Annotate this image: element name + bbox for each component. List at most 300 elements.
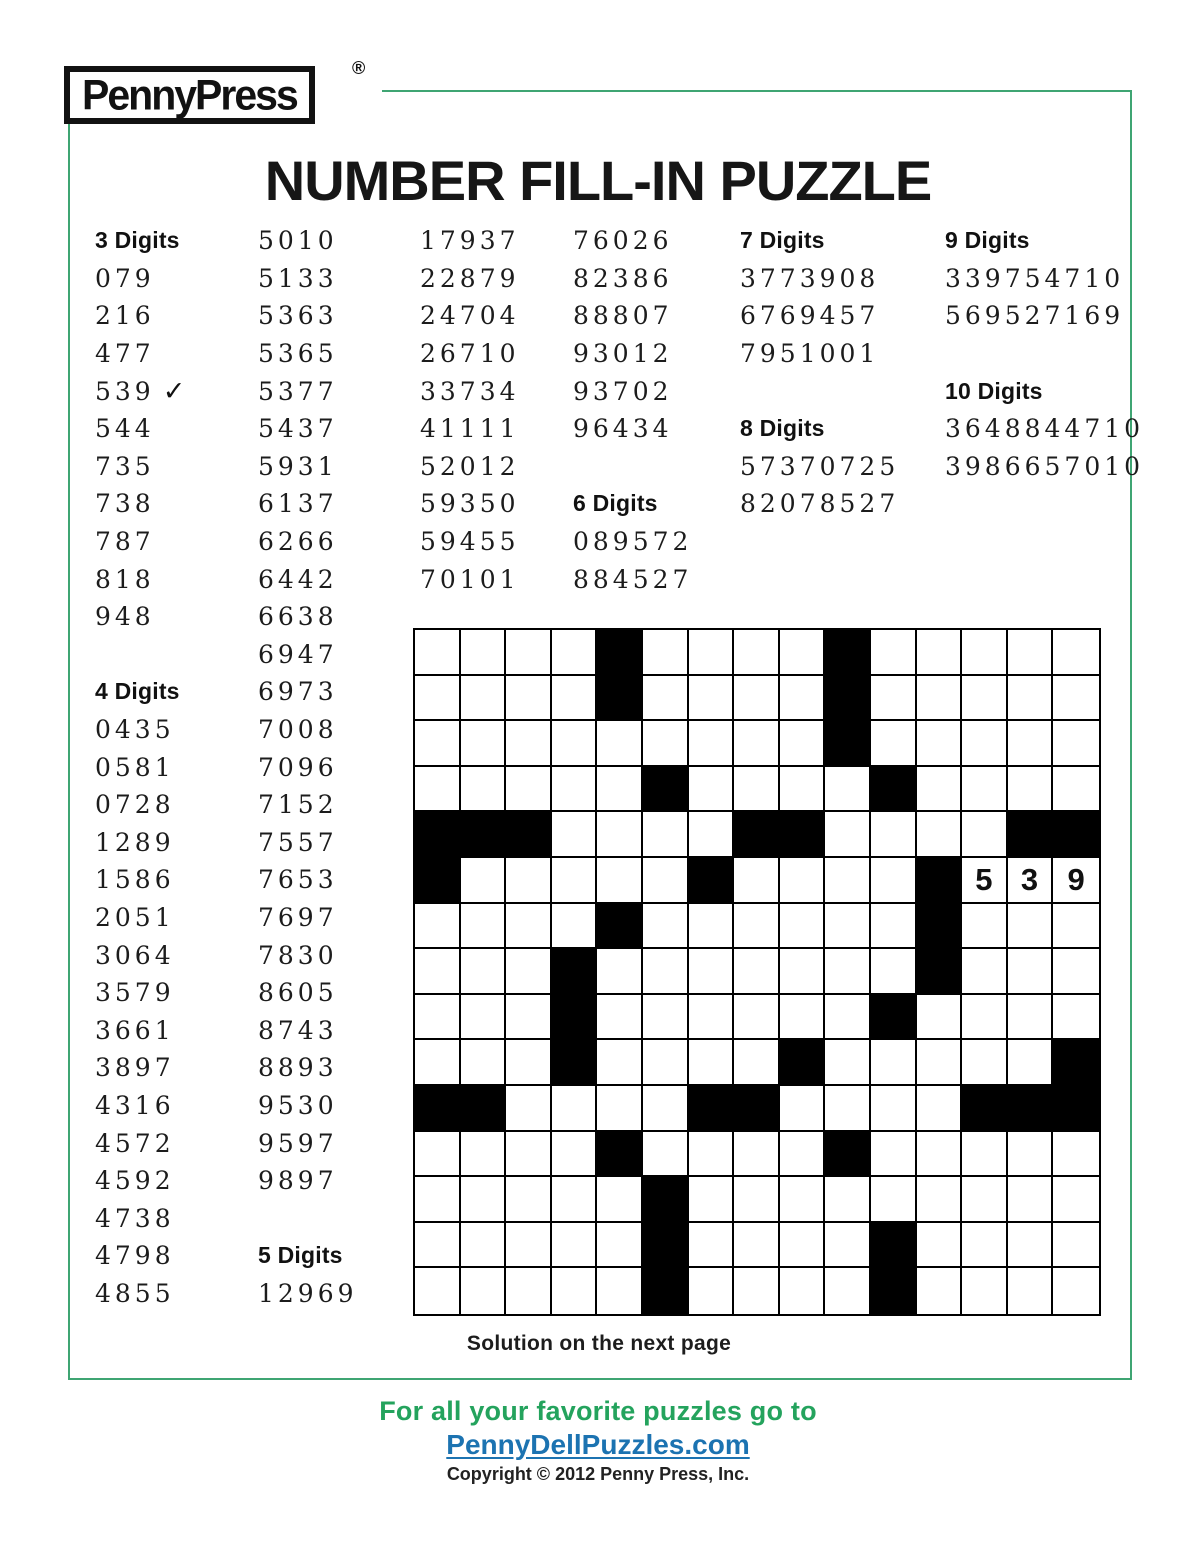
word-list-number: 82078527 — [740, 489, 900, 519]
grid-cell — [506, 721, 552, 767]
word-list-number: 4592 — [95, 1166, 175, 1196]
grid-cell — [1008, 1040, 1054, 1086]
grid-cell-black — [871, 1223, 917, 1269]
grid-cell — [597, 1040, 643, 1086]
grid-cell — [871, 812, 917, 858]
grid-cell — [825, 995, 871, 1041]
grid-cell — [597, 1223, 643, 1269]
grid-cell — [1008, 995, 1054, 1041]
grid-cell — [962, 1132, 1008, 1178]
word-list-number: 24704 — [420, 301, 520, 331]
grid-cell-black — [552, 995, 598, 1041]
word-list-number: 76026 — [573, 226, 673, 256]
grid-cell — [825, 1040, 871, 1086]
word-list-header: 5 Digits — [258, 1242, 343, 1269]
grid-cell — [780, 949, 826, 995]
word-list-number: 17937 — [420, 226, 520, 256]
word-list-number: 4855 — [95, 1278, 175, 1308]
word-list-header: 6 Digits — [573, 490, 658, 517]
word-list-spacer — [95, 636, 185, 674]
word-list-number: 0435 — [95, 715, 175, 745]
solution-note: Solution on the next page — [466, 1332, 732, 1355]
grid-cell — [1008, 676, 1054, 722]
grid-cell — [780, 630, 826, 676]
grid-cell-black — [643, 767, 689, 813]
word-list-number: 96434 — [573, 414, 673, 444]
grid-cell — [415, 630, 461, 676]
grid-cell — [825, 1268, 871, 1314]
grid-cell — [1053, 995, 1099, 1041]
grid-cell — [506, 904, 552, 950]
grid-cell-black — [825, 721, 871, 767]
grid-cell — [643, 812, 689, 858]
grid-cell — [871, 1177, 917, 1223]
grid-cell — [962, 1040, 1008, 1086]
grid-cell — [780, 721, 826, 767]
grid-cell: 5 — [962, 858, 1008, 904]
word-list-number: 818 — [95, 564, 155, 594]
grid-cell-black — [643, 1223, 689, 1269]
grid-cell — [643, 949, 689, 995]
word-list-number: 52012 — [420, 451, 520, 481]
word-list-column — [740, 222, 899, 523]
grid-cell — [689, 1268, 735, 1314]
grid-cell — [552, 1268, 598, 1314]
grid-cell — [962, 1177, 1008, 1223]
grid-cell — [1008, 721, 1054, 767]
grid-cell: 3 — [1008, 858, 1054, 904]
grid-cell — [689, 676, 735, 722]
grid-cell-black — [506, 812, 552, 858]
grid-cell — [1053, 721, 1099, 767]
grid-cell — [734, 767, 780, 813]
grid-cell-black — [597, 1132, 643, 1178]
word-list-number: 9597 — [258, 1128, 338, 1158]
word-list-number: 5133 — [258, 263, 338, 293]
word-list-number: 735 — [95, 451, 155, 481]
grid-cell — [415, 1177, 461, 1223]
grid-cell — [552, 1086, 598, 1132]
grid-cell — [780, 904, 826, 950]
word-list-number: 4316 — [95, 1090, 175, 1120]
grid-cell — [871, 858, 917, 904]
grid-cell-black — [962, 1086, 1008, 1132]
word-list-column — [95, 222, 185, 1312]
word-list-number: 948 — [95, 602, 155, 632]
word-list-header: 8 Digits — [740, 415, 825, 442]
grid-cell-black — [1053, 1040, 1099, 1086]
grid-cell — [917, 1268, 963, 1314]
grid-cell — [643, 1040, 689, 1086]
word-list-number: 6137 — [258, 489, 338, 519]
word-list-number: 3064 — [95, 940, 175, 970]
grid-cell — [643, 721, 689, 767]
grid-cell — [734, 1040, 780, 1086]
grid-cell — [734, 721, 780, 767]
grid-cell — [1053, 630, 1099, 676]
grid-cell — [597, 1086, 643, 1132]
grid-cell — [506, 1223, 552, 1269]
word-list-number: 738 — [95, 489, 155, 519]
grid-cell — [825, 858, 871, 904]
grid-cell — [689, 1132, 735, 1178]
grid-cell — [780, 995, 826, 1041]
grid-cell — [689, 904, 735, 950]
grid-cell — [1008, 630, 1054, 676]
word-list-number: 079 — [95, 263, 155, 293]
grid-cell — [461, 904, 507, 950]
grid-cell — [461, 949, 507, 995]
grid-cell — [825, 1086, 871, 1132]
grid-cell — [597, 1268, 643, 1314]
grid-cell — [825, 949, 871, 995]
grid-cell — [552, 767, 598, 813]
grid-cell-black — [734, 1086, 780, 1132]
grid-cell — [1053, 904, 1099, 950]
word-list-number: 5365 — [258, 339, 338, 369]
grid-cell — [689, 630, 735, 676]
footer-tagline: For all your favorite puzzles go to — [379, 1396, 817, 1426]
grid-cell — [962, 904, 1008, 950]
word-list-spacer — [945, 335, 1144, 373]
grid-cell — [1053, 949, 1099, 995]
word-list-number: 5931 — [258, 451, 338, 481]
logo-brand-text: PennyPress — [82, 70, 297, 119]
grid-cell — [734, 1177, 780, 1223]
grid-cell — [552, 1223, 598, 1269]
word-list-number: 4798 — [95, 1241, 175, 1271]
grid-cell — [415, 1132, 461, 1178]
grid-cell — [825, 1177, 871, 1223]
word-list-number: 5363 — [258, 301, 338, 331]
word-list-number: 5010 — [258, 226, 338, 256]
grid-cell — [461, 1223, 507, 1269]
page-title: NUMBER FILL-IN PUZZLE — [264, 149, 932, 212]
grid-cell — [734, 1132, 780, 1178]
grid-cell — [917, 812, 963, 858]
grid-cell — [734, 1223, 780, 1269]
word-list-number: 7951001 — [740, 339, 880, 369]
word-list-number: 6769457 — [740, 301, 880, 331]
grid-cell-black — [597, 630, 643, 676]
grid-cell — [917, 1132, 963, 1178]
grid-cell-black — [1008, 1086, 1054, 1132]
grid-cell — [643, 676, 689, 722]
grid-cell — [643, 904, 689, 950]
grid-cell-black — [1008, 812, 1054, 858]
word-list-number: 3897 — [95, 1053, 175, 1083]
word-list-number: 884527 — [573, 564, 693, 594]
grid-cell — [1053, 1268, 1099, 1314]
grid-cell: 9 — [1053, 858, 1099, 904]
word-list-number: 1289 — [95, 827, 175, 857]
word-list-column — [258, 222, 358, 1312]
grid-cell — [643, 858, 689, 904]
word-list-number: 787 — [95, 527, 155, 557]
word-list-number: 6442 — [258, 564, 338, 594]
grid-cell-black — [780, 812, 826, 858]
word-list-number: 9897 — [258, 1166, 338, 1196]
word-list-number: 7008 — [258, 715, 338, 745]
grid-cell-black — [597, 904, 643, 950]
grid-cell — [689, 949, 735, 995]
word-list-number: 41111 — [420, 414, 520, 444]
grid-cell — [461, 767, 507, 813]
grid-cell — [734, 630, 780, 676]
word-list-number: 4738 — [95, 1203, 175, 1233]
grid-cell — [415, 949, 461, 995]
grid-cell — [461, 1268, 507, 1314]
grid-cell — [597, 767, 643, 813]
grid-cell — [734, 1268, 780, 1314]
grid-cell — [461, 858, 507, 904]
word-list-number: 26710 — [420, 339, 520, 369]
grid-cell — [917, 1040, 963, 1086]
grid-cell-black — [415, 812, 461, 858]
grid-cell — [506, 630, 552, 676]
grid-cell — [1008, 1177, 1054, 1223]
grid-cell — [917, 995, 963, 1041]
grid-cell — [689, 995, 735, 1041]
grid-cell-black — [780, 1040, 826, 1086]
word-list-header: 3 Digits — [95, 227, 180, 254]
grid-cell-black — [689, 1086, 735, 1132]
logo-box — [64, 66, 315, 124]
grid-cell — [689, 721, 735, 767]
word-list-number: 7830 — [258, 940, 338, 970]
grid-cell — [734, 995, 780, 1041]
word-list-number: 88807 — [573, 301, 673, 331]
word-list-number: 089572 — [573, 527, 693, 557]
word-list-number: 59455 — [420, 527, 520, 557]
word-list-header: 9 Digits — [945, 227, 1030, 254]
pennydellpuzzles-link[interactable]: PennyDellPuzzles.com — [446, 1429, 750, 1460]
grid-cell — [1053, 767, 1099, 813]
grid-cell-black — [643, 1177, 689, 1223]
word-list-number: 70101 — [420, 564, 520, 594]
grid-cell — [415, 721, 461, 767]
grid-cell — [780, 858, 826, 904]
word-list-number: 7653 — [258, 865, 338, 895]
grid-cell-black — [461, 1086, 507, 1132]
grid-cell-black — [917, 949, 963, 995]
grid-cell — [917, 1177, 963, 1223]
grid-cell — [552, 858, 598, 904]
grid-cell — [597, 949, 643, 995]
word-list-number: 6947 — [258, 639, 338, 669]
grid-cell — [506, 949, 552, 995]
word-list-number: 6973 — [258, 677, 338, 707]
grid-cell — [962, 767, 1008, 813]
grid-cell — [461, 995, 507, 1041]
word-list-number: 8743 — [258, 1015, 338, 1045]
grid-cell — [780, 1223, 826, 1269]
grid-cell — [917, 1086, 963, 1132]
word-list-header: 10 Digits — [945, 377, 1043, 404]
pennypress-logo — [52, 56, 382, 124]
grid-cell — [461, 630, 507, 676]
grid-cell — [780, 1268, 826, 1314]
grid-cell — [962, 812, 1008, 858]
word-list-header: 4 Digits — [95, 678, 180, 705]
grid-cell — [1008, 767, 1054, 813]
grid-cell — [962, 630, 1008, 676]
grid-cell — [825, 1223, 871, 1269]
grid-cell — [871, 949, 917, 995]
grid-cell-black — [689, 858, 735, 904]
grid-cell-black — [825, 676, 871, 722]
word-list-number: 4572 — [95, 1128, 175, 1158]
grid-cell — [506, 1132, 552, 1178]
grid-cell — [825, 812, 871, 858]
grid-cell — [871, 721, 917, 767]
grid-cell — [962, 1268, 1008, 1314]
grid-cell — [643, 1086, 689, 1132]
word-list-number: 5437 — [258, 414, 338, 444]
word-list-number: 3648844710 — [945, 414, 1145, 444]
grid-cell — [552, 1177, 598, 1223]
grid-cell — [461, 1040, 507, 1086]
word-list-number: 0728 — [95, 790, 175, 820]
word-list-number: 6266 — [258, 527, 338, 557]
grid-cell — [1008, 904, 1054, 950]
grid-cell — [461, 676, 507, 722]
word-list-number: 539 ✓ — [95, 375, 186, 407]
grid-cell — [643, 630, 689, 676]
grid-cell-black — [415, 1086, 461, 1132]
grid-cell — [506, 1268, 552, 1314]
grid-cell — [415, 1268, 461, 1314]
grid-cell — [597, 858, 643, 904]
grid-cell — [415, 1223, 461, 1269]
grid-cell — [597, 721, 643, 767]
grid-cell — [415, 1040, 461, 1086]
grid-cell — [734, 949, 780, 995]
word-list-number: 5377 — [258, 376, 338, 406]
word-list-number: 3773908 — [740, 263, 880, 293]
grid-cell — [415, 767, 461, 813]
grid-cell — [734, 676, 780, 722]
word-list-number: 3986657010 — [945, 451, 1145, 481]
word-list-number: 3579 — [95, 978, 175, 1008]
word-list-column — [573, 222, 692, 598]
grid-cell — [1053, 1177, 1099, 1223]
word-list-spacer — [573, 448, 692, 486]
grid-cell — [780, 1086, 826, 1132]
grid-cell-black — [552, 949, 598, 995]
grid-cell — [415, 995, 461, 1041]
word-list-column — [420, 222, 520, 598]
word-list-number: 2051 — [95, 902, 175, 932]
grid-cell — [689, 767, 735, 813]
word-list-number: 339754710 — [945, 263, 1125, 293]
grid-cell — [506, 995, 552, 1041]
word-list-number: 7096 — [258, 752, 338, 782]
grid-cell — [871, 1040, 917, 1086]
grid-cell — [962, 995, 1008, 1041]
grid-cell-black — [871, 1268, 917, 1314]
grid-cell-black — [825, 1132, 871, 1178]
grid-cell — [871, 630, 917, 676]
word-list-number: 8605 — [258, 978, 338, 1008]
grid-cell — [780, 676, 826, 722]
grid-cell — [552, 904, 598, 950]
grid-cell-black — [597, 676, 643, 722]
grid-cell — [917, 721, 963, 767]
grid-cell — [780, 1177, 826, 1223]
grid-cell — [962, 949, 1008, 995]
grid-cell — [1053, 1223, 1099, 1269]
word-list-number: 57370725 — [740, 451, 900, 481]
grid-cell — [689, 812, 735, 858]
word-list-number: 9530 — [258, 1090, 338, 1120]
copyright-notice: Copyright © 2012 Penny Press, Inc. — [446, 1464, 750, 1484]
grid-cell — [415, 676, 461, 722]
word-list-spacer — [740, 372, 899, 410]
word-list-number: 569527169 — [945, 301, 1125, 331]
word-list-number: 33734 — [420, 376, 520, 406]
grid-cell — [689, 1040, 735, 1086]
fill-in-grid — [413, 628, 1101, 1316]
grid-cell-black — [415, 858, 461, 904]
word-list-header: 7 Digits — [740, 227, 825, 254]
grid-cell — [461, 1177, 507, 1223]
grid-cell — [871, 1132, 917, 1178]
grid-cell — [552, 630, 598, 676]
grid-cell — [917, 1223, 963, 1269]
grid-cell-black — [734, 812, 780, 858]
word-list-number: 6638 — [258, 602, 338, 632]
word-list-number: 59350 — [420, 489, 520, 519]
word-list-number: 216 — [95, 301, 155, 331]
grid-cell — [506, 858, 552, 904]
registered-trademark-icon: ® — [352, 58, 366, 78]
grid-cell — [825, 904, 871, 950]
word-list-number: 1586 — [95, 865, 175, 895]
grid-cell — [1053, 1132, 1099, 1178]
grid-cell — [552, 812, 598, 858]
grid-cell — [1008, 949, 1054, 995]
grid-cell-black — [1053, 812, 1099, 858]
grid-cell — [1008, 1223, 1054, 1269]
word-list-number: 82386 — [573, 263, 673, 293]
word-list-number: 22879 — [420, 263, 520, 293]
word-list-number: 12969 — [258, 1278, 358, 1308]
grid-cell — [962, 721, 1008, 767]
word-list-number: 93702 — [573, 376, 673, 406]
grid-cell — [917, 676, 963, 722]
grid-cell — [871, 904, 917, 950]
grid-cell-black — [871, 767, 917, 813]
grid-cell — [917, 630, 963, 676]
grid-cell — [871, 676, 917, 722]
grid-cell — [962, 676, 1008, 722]
grid-cell — [871, 1086, 917, 1132]
grid-cell — [506, 676, 552, 722]
word-list-number: 7697 — [258, 902, 338, 932]
grid-cell — [552, 1132, 598, 1178]
grid-cell — [825, 767, 871, 813]
grid-cell — [461, 1132, 507, 1178]
grid-cell — [552, 676, 598, 722]
grid-cell-black — [643, 1268, 689, 1314]
word-list-number: 477 — [95, 339, 155, 369]
word-list-number: 544 — [95, 414, 155, 444]
grid-cell — [1008, 1268, 1054, 1314]
checkmark-icon: ✓ — [162, 375, 186, 407]
grid-cell — [780, 1132, 826, 1178]
grid-cell — [689, 1177, 735, 1223]
